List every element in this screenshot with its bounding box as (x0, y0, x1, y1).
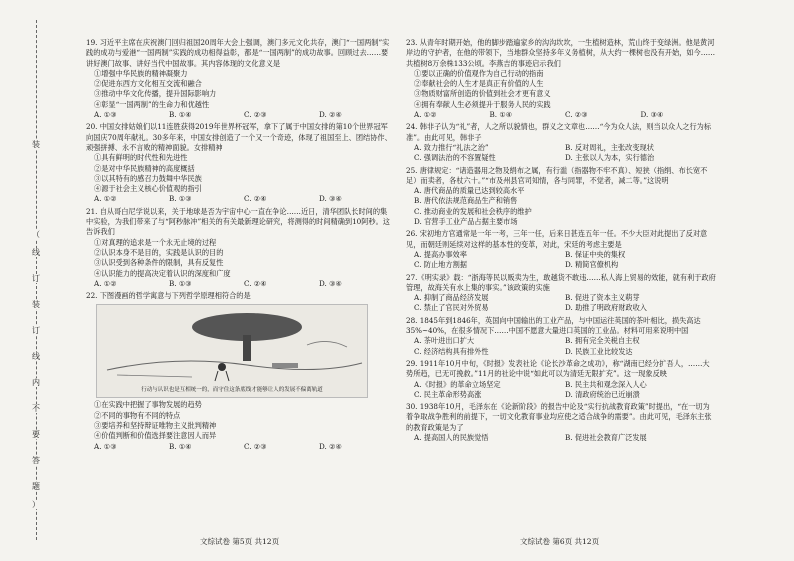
margin-char: 题 (32, 482, 40, 491)
left-column (86, 38, 394, 454)
statement-option: ④源于社会主义核心价值观的指引 (94, 184, 202, 194)
choice-a: A. 唐代商品的质量已达到较高水平 (414, 186, 525, 196)
question-28 (406, 316, 716, 357)
margin-char: 订 (32, 326, 40, 335)
cartoon-figure (96, 304, 368, 398)
choice-d: D. 民族工业比较发达 (565, 346, 633, 356)
choice-a: A. 抑制了商品经济发展 (414, 293, 489, 303)
question-23 (406, 38, 716, 120)
answer-choices (406, 110, 716, 120)
choice-a: A. ①② (94, 194, 117, 204)
statement-option: ④认识能力的提高决定着认识的深度和广度 (94, 268, 231, 278)
question-stem: 25. 唐律规定：“诸造器用之物及绢布之属，有行滥（指器物不牢不真）、短狭（指绢、布长宽不足）而卖者，各杖六十。”“市及州县官司知情，各与同罪，不觉者，减二等。”这说明 (406, 165, 708, 185)
choice-b: B. 促进社会教育广泛发展 (565, 432, 647, 442)
choice-d: D. 精简官僚机构 (565, 260, 619, 270)
page-footer-right: 文综试卷 第6页 共12页 (520, 537, 600, 546)
choice-c: C. 强调法治的不容置疑性 (414, 153, 496, 163)
choice-a: A. ①③ (94, 441, 117, 451)
question-stem: 29. 1911年10月中旬，《时报》发表社论《论长沙革命之成功》，称“湖南已经分扩吾人，……大势所趋，已无可挽救。”11月的社论中说“如此可以为清廷无限扩充”。这一现象反映 (406, 358, 710, 379)
margin-char: 要 (32, 430, 40, 439)
choice-b: B. 唐代依法规范商品生产和销售 (414, 196, 518, 206)
question-21 (86, 207, 394, 289)
answer-choices (406, 143, 716, 164)
statement-option: ①具有鲜明的时代性和先进性 (94, 153, 188, 163)
figure-caption: 行动与认识也是互相统一的，而守住这条底线才能够让人的发展不偏离轨道 (141, 387, 323, 394)
choice-d: D. 助推了明政府财政收入 (565, 303, 647, 313)
choice-c: C. ②③ (244, 441, 267, 451)
choice-d: D. ③④ (640, 110, 664, 120)
statement-option: ③物质财富所创造的价值到社会才更有意义 (414, 89, 551, 99)
choice-b: B. ①④ (489, 110, 513, 120)
question-stem: 22. 下图漫画的哲学寓意与下列哲学原理相符合的是 (86, 291, 251, 301)
choice-d: D. ②④ (319, 110, 342, 120)
question-25 (406, 166, 716, 228)
choice-a: A. 茶叶进出口扩大 (414, 336, 475, 346)
margin-char: 线 (32, 248, 40, 257)
margin-char: 内 (32, 378, 40, 387)
answer-choices (406, 433, 716, 443)
question-30 (406, 402, 716, 443)
statement-option: ④彰显“一国两制”的生命力和优越性 (94, 99, 210, 109)
choice-b: B. 民主共和观念深入人心 (565, 379, 647, 389)
choice-b: B. ①③ (169, 278, 192, 288)
question-stem: 20. 中国女排姑娘们以11连胜获得2019年世界杯冠军，拿下了属于中国女排的第10个世界冠军向国庆70周年献礼。30多年来，中国女排创造了一个又一个奇迹，体现了祖国至上、团结协作、顽强拼搏、永不言败的精神面貌。女排精神 (86, 122, 392, 152)
choice-d: D. ③④ (319, 194, 342, 204)
choice-c: C. ②④ (244, 194, 267, 204)
question-27 (406, 273, 716, 314)
page-footer-left: 文综试卷 第5页 共12页 (200, 537, 280, 546)
answer-choices (86, 110, 394, 120)
choice-d: D. 官营手工业产品占据主要市场 (414, 217, 518, 227)
binding-margin (0, 0, 60, 561)
statement-option: ④价值判断和价值选择要注意因人而异 (94, 431, 217, 441)
choice-a: A. ①② (414, 110, 437, 120)
choice-d: D. 主张以人为本，实行德治 (565, 153, 655, 163)
choice-c: C. 禁止了官民对外贸易 (414, 303, 489, 313)
question-19 (86, 38, 394, 120)
statement-option: ③推动中华文化传播，提升国际影响力 (94, 89, 217, 99)
statement-option: ②是对中华民族精神的高度概括 (94, 163, 195, 173)
statement-option: ②认识本身不是目的，实践是认识的目的 (94, 247, 224, 257)
answer-choices (406, 336, 716, 357)
choice-c: C. ②③ (565, 110, 588, 120)
answer-choices (406, 380, 716, 401)
question-24 (406, 122, 716, 163)
statement-option: ③认识受到各种条件的限制，具有反复性 (94, 258, 224, 268)
choice-a: A. 提高办事效率 (414, 249, 467, 259)
choice-b: B. 促进了资本主义萌芽 (565, 293, 640, 303)
margin-char: 装 (32, 300, 40, 309)
statement-option: ②不同的事物有不同的特点 (94, 410, 181, 420)
choice-d: D. ②④ (319, 441, 342, 451)
margin-char: 订 (32, 274, 40, 283)
choice-c: C. ②③ (244, 110, 267, 120)
margin-char: 装 (32, 140, 40, 149)
answer-choices (406, 293, 716, 314)
choice-b: B. 反对周礼，主张改变现状 (565, 142, 654, 152)
statement-option: ①要以正确的价值观作为自己行动的指南 (414, 68, 544, 78)
choice-a: A. ①③ (94, 110, 117, 120)
margin-char: 线 (32, 352, 40, 361)
statement-option: ③要培养和坚持辩证唯物主义批判精神 (94, 421, 217, 431)
answer-choices (406, 250, 716, 271)
answer-choices (86, 442, 394, 452)
choice-c: C. ②④ (244, 278, 267, 288)
choice-c: C. 民主革命形势高涨 (414, 389, 482, 399)
choice-a: A.《时报》的革命立场坚定 (414, 379, 501, 389)
cartoon-illustration (97, 305, 367, 397)
choice-c: C. 推动商业的发展和社会秩序的维护 (414, 206, 532, 216)
question-stem: 21. 自从哥白尼学说以来，关于地球是否为宇宙中心一直在争论……近日，清华团队长时间的集中实验，为我们带来了与“阿秒脉冲”相关的有关最新理论研究，将测得的时间精确到10阿秒。这告诉我们 (86, 206, 390, 237)
answer-choices (86, 194, 394, 204)
choice-b: B. 保证中央的集权 (565, 249, 626, 259)
question-stem: 24. 韩非子认为“礼”者，人之所以貌情也，群义之文章也……“今为众人法，则当以众人之行为标准”。由此可见，韩非子 (406, 122, 712, 142)
statement-option: ②促进东西方文化相互交流和融合 (94, 79, 202, 89)
answer-choices (86, 279, 394, 289)
question-stem: 28. 1845年到1846年，英国向中国输出的工业产品，与中国运往英国的茶叶相比，损失高达35%~40%，在很多情况下……中国不愿意大量进口英国的工业品。材料可用来说明中国 (406, 315, 701, 336)
question-20 (86, 122, 394, 204)
question-22 (86, 291, 394, 452)
margin-char: 答 (32, 456, 40, 465)
choice-b: B. 拥有完全关税自主权 (565, 336, 640, 346)
question-stem: 30. 1938年10月，毛泽东在《论新阶段》的报告中论及“实行抗战教育政策”时提出，“在一切为着争取战争胜利的前提下，一切文化教育事业均应使之适合战争的需要”。由此可见，毛泽东主张的教育政策是为了 (406, 402, 712, 432)
statement-option: ①增强中华民族的精神凝聚力 (94, 68, 188, 78)
question-26 (406, 229, 716, 270)
statement-option: ①在实践中把握了事物发展的趋势 (94, 400, 202, 410)
choice-a: A. 致力推行“礼法之治” (414, 142, 489, 152)
question-stem: 26. 宋初地方官通常是一年一考，三年一任，后来日甚连五年一任。不少大臣对此提出了反对意见，而朝廷则延续对这样的基本性的变革，对此，宋廷的考虑主要是 (406, 229, 708, 249)
choice-d: D. 清政府统治已近崩溃 (565, 389, 640, 399)
question-29 (406, 359, 716, 400)
choice-b: B. ①④ (169, 110, 192, 120)
statement-option: ②奉献社会的人生才是真正有价值的人生 (414, 79, 544, 89)
choice-c: C. 经济结构具有排外性 (414, 346, 489, 356)
choice-b: B. ①③ (169, 194, 192, 204)
choice-d: D. ③④ (319, 278, 342, 288)
margin-bracket: （ (32, 230, 40, 239)
right-column (406, 38, 716, 445)
question-stem: 27.《明实录》载：“浙海等民以贩卖为生，敢越货不敢违……私人海上贸易的效能，就有利于政府管理，故海关有水上集的事实。”该政策的实施 (406, 272, 716, 292)
margin-char: 不 (32, 404, 40, 413)
question-stem: 23. 从青年时期开始，他的脚步踏遍家乡的沟沟坎坎，一生植树造林，荒山终于变绿洲。他是黄河岸边的守护者，在他的带领下，当地群众坚持多年义务植树，从大约一棵树也没有开始，如今……共植树8万余株133公顷。李燕吉的事迹启示我们 (406, 38, 716, 68)
choice-b: B. ①④ (169, 441, 192, 451)
statement-option: ③以其特有的感召力鼓舞中华民族 (94, 173, 202, 183)
margin-bracket: ） (32, 500, 40, 509)
statement-option: ①对真理的追求是一个永无止境的过程 (94, 237, 217, 247)
choice-c: C. 防止地方割据 (414, 260, 467, 270)
statement-option: ④拥有奉献人生必须提升于服务人民的实践 (414, 99, 551, 109)
choice-a: A. ①② (94, 278, 117, 288)
question-stem: 19. 习近平主席在庆祝澳门回归祖国20周年大会上强调，澳门多元文化共存，澳门“一国两制”实践的成功与爱港“一国两制”实践的成功相得益彰，都是“一国两制”的成功故事。回顾过去……要讲好澳门故事、讲好当代中国故事。其内容体现的文化意义是 (86, 38, 390, 68)
choice-a: A. 提高国人的民族觉悟 (414, 432, 489, 442)
